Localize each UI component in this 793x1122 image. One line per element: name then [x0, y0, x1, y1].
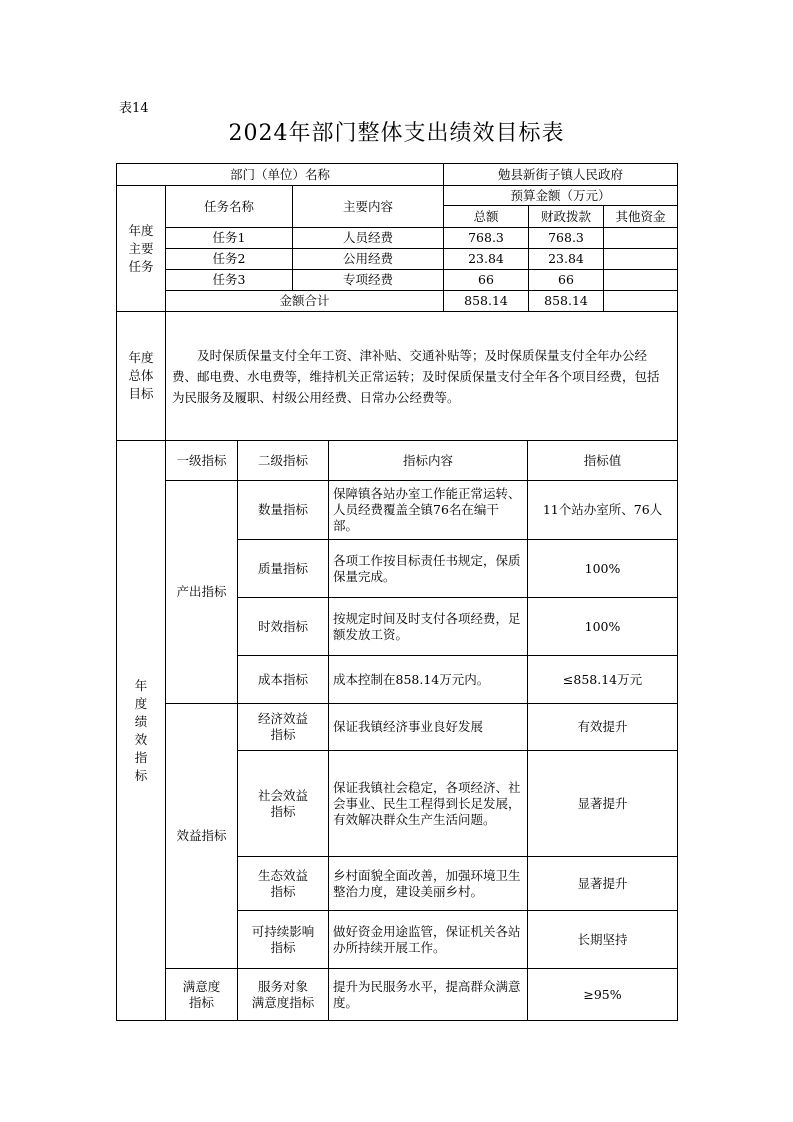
table-row	[117, 228, 678, 249]
table-number: 表14	[119, 101, 149, 116]
value-cell: 有效提升	[528, 704, 678, 751]
table-row	[117, 481, 678, 540]
page-title: 2024年部门整体支出绩效目标表	[228, 121, 565, 146]
l2-cell: 经济效益 指标	[238, 704, 329, 751]
table-row	[117, 270, 678, 291]
task-other	[604, 249, 678, 270]
task-fiscal: 23.84	[529, 249, 604, 270]
sum-row	[117, 291, 678, 312]
task-content-header: 主要内容	[293, 186, 444, 228]
l2-cell: 质量指标	[238, 540, 329, 598]
l2-cell: 可持续影响 指标	[238, 911, 329, 969]
task-name: 任务1	[166, 228, 293, 249]
value-header: 指标值	[528, 441, 678, 481]
task-total: 23.84	[444, 249, 529, 270]
task-total: 768.3	[444, 228, 529, 249]
other-header: 其他资金	[604, 206, 678, 228]
performance-table	[116, 440, 678, 1021]
budget-header: 预算金额（万元）	[444, 186, 678, 206]
content-cell: 做好资金用途监管，保证机关各站办所持续开展工作。	[329, 911, 528, 969]
value-cell: ≥95%	[528, 969, 678, 1021]
l1-header: 一级指标	[166, 441, 238, 481]
task-content: 人员经费	[293, 228, 444, 249]
content-cell: 提升为民服务水平，提高群众满意度。	[329, 969, 528, 1021]
dept-label: 部门（单位）名称	[117, 164, 444, 186]
content-cell: 成本控制在858.14万元内。	[329, 656, 528, 704]
value-cell: 100%	[528, 598, 678, 656]
value-cell: 100%	[528, 540, 678, 598]
value-cell: 显著提升	[528, 751, 678, 857]
budget-table	[116, 163, 678, 441]
task-fiscal: 768.3	[529, 228, 604, 249]
value-cell: ≤858.14万元	[528, 656, 678, 704]
table-row	[117, 704, 678, 751]
task-other	[604, 270, 678, 291]
l1-satisfaction: 满意度 指标	[166, 969, 238, 1021]
table-row	[117, 969, 678, 1021]
content-cell: 保证我镇经济事业良好发展	[329, 704, 528, 751]
task-fiscal: 66	[529, 270, 604, 291]
task-name: 任务3	[166, 270, 293, 291]
goal-text: 及时保质保量支付全年工资、津补贴、交通补贴等；及时保质保量支付全年办公经费、邮电费、水电费等，维持机关正常运转；及时保质保量支付全年各个项目经费，包括为民服务及履职、村级公用经费、日常办公经费等。	[166, 312, 678, 441]
perf-section-label: 年 度 绩 效 指 标	[117, 441, 166, 1021]
task-name-header: 任务名称	[166, 186, 293, 228]
value-cell: 长期坚持	[528, 911, 678, 969]
sum-fiscal: 858.14	[529, 291, 604, 312]
l1-benefit: 效益指标	[166, 704, 238, 969]
task-content: 公用经费	[293, 249, 444, 270]
l2-cell: 服务对象 满意度指标	[238, 969, 329, 1021]
value-cell: 11个站办室所、76人	[528, 481, 678, 540]
l1-output: 产出指标	[166, 481, 238, 704]
sum-other	[604, 291, 678, 312]
task-name: 任务2	[166, 249, 293, 270]
goal-section-label: 年度 总体 目标	[117, 312, 166, 441]
content-header: 指标内容	[329, 441, 528, 481]
table-row	[117, 249, 678, 270]
content-cell: 各项工作按目标责任书规定，保质保量完成。	[329, 540, 528, 598]
task-total: 66	[444, 270, 529, 291]
l2-cell: 数量指标	[238, 481, 329, 540]
l2-cell: 社会效益 指标	[238, 751, 329, 857]
value-cell: 显著提升	[528, 857, 678, 911]
l2-cell: 时效指标	[238, 598, 329, 656]
dept-value: 勉县新街子镇人民政府	[444, 164, 678, 186]
l2-cell: 生态效益 指标	[238, 857, 329, 911]
sum-total: 858.14	[444, 291, 529, 312]
sum-label: 金额合计	[166, 291, 444, 312]
fiscal-header: 财政拨款	[529, 206, 604, 228]
content-cell: 保障镇各站办室工作能正常运转、人员经费覆盖全镇76名在编干部。	[329, 481, 528, 540]
l2-header: 二级指标	[238, 441, 329, 481]
task-content: 专项经费	[293, 270, 444, 291]
content-cell: 保证我镇社会稳定，各项经济、社会事业、民生工程得到长足发展，有效解决群众生产生活问题。	[329, 751, 528, 857]
tasks-section-label: 年度 主要 任务	[117, 186, 166, 312]
task-other	[604, 228, 678, 249]
total-header: 总额	[444, 206, 529, 228]
content-cell: 乡村面貌全面改善，加强环境卫生整治力度，建设美丽乡村。	[329, 857, 528, 911]
content-cell: 按规定时间及时支付各项经费，足额发放工资。	[329, 598, 528, 656]
l2-cell: 成本指标	[238, 656, 329, 704]
